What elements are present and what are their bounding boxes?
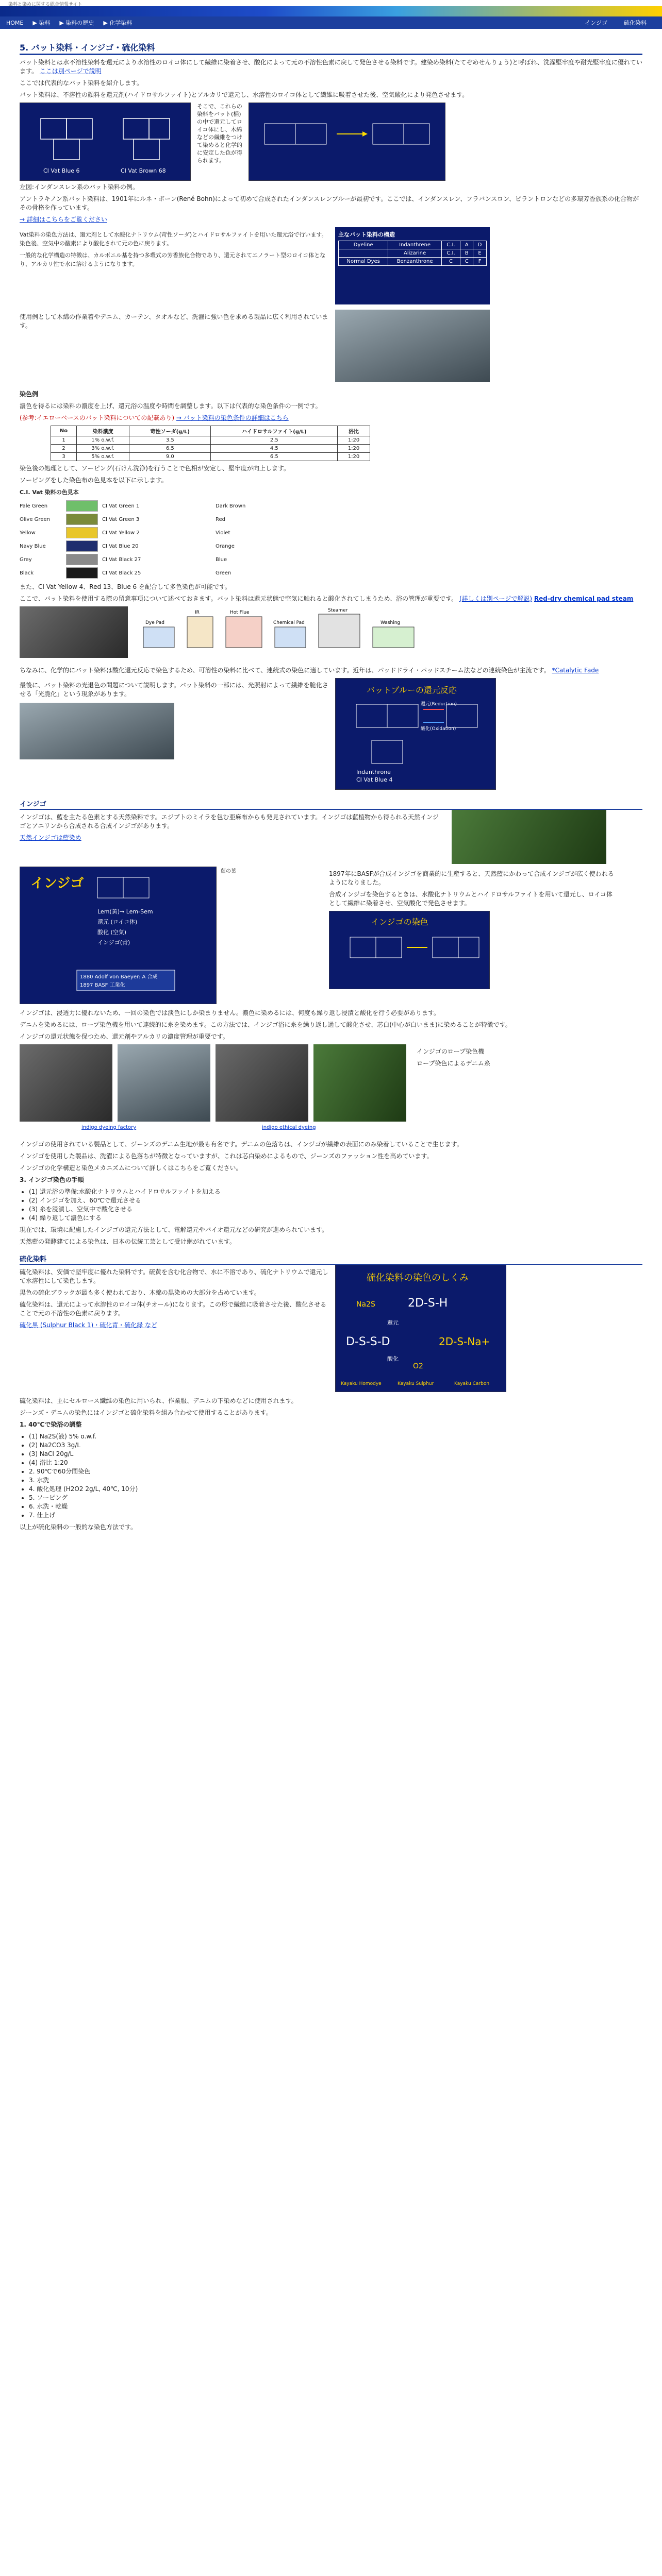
indigo-photo-captions bbox=[417, 1044, 613, 1071]
indigo-dyeing-svg bbox=[329, 911, 489, 989]
color-swatch bbox=[66, 514, 98, 525]
list-item: • (2) Na2CO3 3g/L bbox=[29, 1441, 642, 1450]
swatch-label: CI Vat Green 3 bbox=[102, 516, 140, 522]
vat-box-sub2: 酸化(Oxidation) bbox=[421, 726, 456, 732]
list-item: • 7. 仕上げ bbox=[29, 1511, 642, 1520]
color-swatch bbox=[66, 527, 98, 538]
sulfur-bottom-3: Kayaku Carbon bbox=[454, 1381, 490, 1386]
caption: ロープ染色によるデニム糸 bbox=[417, 1060, 490, 1067]
nav-history[interactable]: ▶ 染料の歴史 bbox=[59, 20, 94, 26]
section-title-sulfur: 硫化染料 bbox=[20, 1252, 642, 1265]
swatch-name: Navy Blue bbox=[20, 543, 46, 549]
swatch-list bbox=[20, 499, 484, 580]
process-photo bbox=[20, 606, 128, 658]
sulfur-box-title: 硫化染料の染色のしくみ bbox=[367, 1273, 469, 1283]
paragraph: 濃色を得るには染料の濃度を上げ、還元浴の温度や時間を調整します。以下は代表的な染色条件の一例です。 bbox=[20, 402, 322, 410]
paragraph: バット染料は、不溶性の顔料を還元剤(ハイドロサルファイト)とアルカリで還元し、水溶性のロイコ体として繊維に吸着させた後、空気酸化により発色させます。 bbox=[20, 91, 469, 98]
table-cell: 1:20 bbox=[338, 436, 370, 445]
swatch-name: Pale Green bbox=[20, 503, 48, 509]
swatch-row bbox=[20, 526, 484, 539]
table-cell: Dyeline bbox=[339, 241, 388, 249]
indigo-step-2: 還元 (ロイコ体) bbox=[97, 919, 138, 925]
paragraph: インジゴを使用した製品は、洗濯による色落ちが特徴となっていますが、これは芯白染めによるもので、ジーンズのファッション性を高めています。 bbox=[20, 1153, 433, 1160]
paragraph: 黒色の硫化ブラックが最も多く使われており、木綿の黒染めの大部分を占めています。 bbox=[20, 1289, 260, 1296]
indigo-diagram-row bbox=[20, 867, 642, 1006]
natural-indigo-link[interactable]: 天然インジゴは藍染め bbox=[20, 834, 81, 841]
table-cell: 1% o.w.f. bbox=[77, 436, 129, 445]
list-item: • (1) Na2S(液) 5% o.w.f. bbox=[29, 1432, 642, 1441]
table-row bbox=[339, 241, 487, 249]
swatch-row bbox=[20, 513, 484, 526]
color-swatch bbox=[66, 540, 98, 552]
list-item: • 6. 水洗・乾燥 bbox=[29, 1502, 642, 1511]
table-cell: C bbox=[460, 258, 473, 266]
table-cell: 1:20 bbox=[338, 453, 370, 461]
fabric-photo bbox=[20, 703, 174, 759]
swatch-name-right: Blue bbox=[216, 556, 227, 563]
dye-conditions-table bbox=[51, 426, 370, 461]
swatch-name-right: Red bbox=[216, 516, 225, 522]
vat-reaction-text bbox=[20, 678, 329, 759]
structure-row bbox=[20, 227, 642, 310]
indigo-diagram-title: インジゴ bbox=[30, 876, 84, 891]
paragraph: 現在では、環境に配慮したインジゴの還元方法として、電解還元やバイオ還元などの研究が進められています。 bbox=[20, 1226, 328, 1233]
process-label-hot-flue: Hot Flue bbox=[230, 610, 250, 615]
table-cell: Indanthrene bbox=[388, 241, 441, 249]
paragraph: Vat染料の染色方法は、還元剤として水酸化ナトリウム(苛性ソーダ)とハイドロサルファイトを用いた還元浴で行います。染色後、空気中の酸素により酸化されて元の色に戻ります。 bbox=[20, 231, 327, 247]
swatch-row bbox=[20, 499, 484, 513]
swatch-name: Grey bbox=[20, 556, 32, 563]
navbar bbox=[0, 16, 662, 29]
indigo-intro-text bbox=[20, 810, 442, 845]
paragraph: 最後に、バット染料の光退色の問題について説明します。バット染料の一部には、光照射によって繊維を脆化させる「光脆化」という現象があります。 bbox=[20, 682, 328, 698]
swatch-label: CI Vat Green 1 bbox=[102, 503, 140, 509]
list-item: • 4. 酸化処理 (H2O2 2g/L, 40℃, 10分) bbox=[29, 1485, 642, 1494]
vat-blue-formula-figure bbox=[20, 103, 191, 181]
structure-table-box bbox=[335, 227, 490, 304]
indigo-history-1: 1880 Adolf von Baeyer: A 合成 bbox=[80, 974, 158, 980]
swatch-name: Black bbox=[20, 570, 34, 576]
list-title: 3. インジゴ染色の手順 bbox=[20, 1176, 84, 1183]
indigo-dyeing-box bbox=[329, 911, 490, 989]
vat-blue-reduction-box bbox=[335, 678, 496, 790]
list-item: • (3) NaCl 20g/L bbox=[29, 1450, 642, 1459]
table-cell: 9.0 bbox=[129, 453, 211, 461]
swatch-row bbox=[20, 553, 484, 566]
swatch-name-right: Dark Brown bbox=[216, 503, 246, 509]
process-label-washing: Washing bbox=[380, 620, 401, 625]
process-label-dye-pad: Dye Pad bbox=[145, 620, 164, 625]
nav-home[interactable]: HOME bbox=[6, 19, 24, 26]
sulfur-list-title: 1. 40℃で染浴の調整 bbox=[20, 1421, 82, 1428]
intro-paragraph: バット染料とは水不溶性染料を還元により水溶性のロイコ体にして繊維に染着させ、酸化によって元の不溶性色素に戻して発色させる染料です。建染め染料(たてぞめせんりょう)と呼ばれ、洗濯堅牢度や耐光堅牢度に優れています。 ここは別ページで説明 bbox=[20, 59, 642, 75]
vat-box-label2: CI Vat Blue 4 bbox=[356, 776, 393, 783]
swatch-row bbox=[20, 539, 484, 553]
paragraph: 以上が硫化染料の一般的な染色方法です。 bbox=[20, 1523, 137, 1531]
dyeing-machine-photo bbox=[335, 310, 490, 382]
rope-dyeing-photo-3 bbox=[216, 1044, 308, 1122]
site-banner bbox=[0, 6, 662, 16]
details-link[interactable]: → 詳細はこちらをご覧ください bbox=[20, 216, 107, 223]
table-header: No bbox=[51, 426, 77, 436]
paragraph: 一般的な化学構造の特徴は、カルボニル基を持つ多環式の芳香族化合物であり、還元されてエノラート型のロイコ体となり、アルカリ性で水に溶けるようになります。 bbox=[20, 252, 326, 267]
sulfur-label-dsna: 2D-S-Na+ bbox=[439, 1335, 490, 1348]
table-cell: 4.5 bbox=[211, 445, 338, 453]
side-text: そこで、これらの染料をバット(桶)の中で還元してロイコ体にし、木綿などの繊維をつけて染めると化学的に安定した色が得られます。 bbox=[197, 103, 242, 164]
table-cell: C.I. bbox=[441, 249, 460, 258]
table-cell: C bbox=[441, 258, 460, 266]
sulfur-svg bbox=[336, 1265, 506, 1392]
table-cell bbox=[339, 249, 388, 258]
swatch-title: C.I. Vat 染料の色見本 bbox=[20, 489, 79, 496]
ethical-link[interactable]: indigo ethical dyeing bbox=[262, 1125, 316, 1130]
table-cell: Alizarine bbox=[388, 249, 441, 258]
sulfur-row bbox=[20, 1265, 642, 1394]
table-header: 苛性ソーダ(g/L) bbox=[129, 426, 211, 436]
paragraph: インジゴは、藍を主たる色素とする天然染料です。エジプトのミイラを包む亜麻布からも発見されています。インジゴは藍植物から得られる天然インジゴとアニリンから合成される合成インジゴがあります。 bbox=[20, 814, 439, 829]
table-cell: 2.5 bbox=[211, 436, 338, 445]
intro-link[interactable]: ここは別ページで説明 bbox=[39, 67, 102, 75]
paragraph: ここでは代表的なバット染料を紹介します。 bbox=[20, 79, 143, 87]
sulfur-box bbox=[335, 1265, 506, 1392]
table-cell: 1 bbox=[51, 436, 77, 445]
color-swatch bbox=[66, 567, 98, 579]
indigo-step-4: インジゴ(青) bbox=[97, 939, 130, 946]
indigo-diagram-svg bbox=[20, 867, 216, 1004]
swatch-name-right: Green bbox=[216, 570, 231, 576]
indigo-intro-row bbox=[20, 810, 642, 867]
rope-dyeing-photo-1 bbox=[20, 1044, 112, 1122]
table-row bbox=[51, 453, 370, 461]
paragraph: インジゴの使用されている製品として、ジーンズのデニム生地が最も有名です。デニムの色落ちは、インジゴが繊維の表面にのみ染着していることで生じます。 bbox=[20, 1141, 463, 1148]
table-cell: F bbox=[473, 258, 487, 266]
conditions-link[interactable]: → バット染料の染色条件の詳細はこちら bbox=[176, 414, 289, 421]
indigo-text-right bbox=[329, 867, 618, 989]
vat-reduction-svg bbox=[336, 679, 495, 789]
indigo-step-3: 酸化 (空気) bbox=[97, 929, 127, 936]
reaction-svg bbox=[249, 103, 445, 180]
indigo-diagram bbox=[20, 867, 217, 1004]
top-strip bbox=[0, 0, 662, 6]
table-header: 浴比 bbox=[338, 426, 370, 436]
sulfur-label-na2s: Na2S bbox=[356, 1300, 375, 1309]
nav-dyes[interactable]: ▶ 染料 bbox=[32, 20, 51, 26]
color-swatch bbox=[66, 500, 98, 512]
paragraph: 染色後の処理として、ソーピング(石けん洗浄)を行うことで色相が安定し、堅牢度が向上します。 bbox=[20, 465, 290, 472]
table-cell: 3% o.w.f. bbox=[77, 445, 129, 453]
fig-label-1: CI Vat Blue 6 bbox=[43, 167, 80, 174]
sulfur-bottom-1: Kayaku Homodye bbox=[341, 1381, 382, 1386]
fig-label-2: CI Vat Brown 68 bbox=[121, 167, 166, 174]
table-cell: 3.5 bbox=[129, 436, 211, 445]
table-cell: 3 bbox=[51, 453, 77, 461]
process-diagram bbox=[20, 606, 642, 663]
vat-box-title: バットブルーの還元反応 bbox=[367, 685, 457, 695]
process-flow-svg bbox=[138, 606, 427, 658]
table-header: ハイドロサルファイト(g/L) bbox=[211, 426, 338, 436]
table-row bbox=[339, 258, 487, 266]
rope-dyeing-photo-4 bbox=[313, 1044, 406, 1122]
paragraph: ソーピングをした染色布の色見本を以下に示します。 bbox=[20, 477, 168, 484]
indigo-box-title: インジゴの染色 bbox=[371, 917, 428, 927]
photo-row-text bbox=[20, 310, 329, 333]
indigo-photo-row bbox=[20, 1044, 642, 1137]
list-item: • (3) 糸を浸漬し、空気中で酸化させる bbox=[29, 1205, 642, 1214]
paragraph: また、CI Vat Yellow 4、Red 13、Blue 6 を配合して多色染色が可能です。 bbox=[20, 583, 231, 590]
catalytic-link[interactable]: *Catalytic Fade bbox=[552, 667, 599, 674]
paragraph: インジゴは、浸透力に優れないため、一回の染色では淡色にしか染まりません。濃色に染めるには、何度も繰り返し浸漬と酸化を行う必要があります。 bbox=[20, 1009, 440, 1016]
factory-link[interactable]: indigo dyeing factory bbox=[81, 1125, 137, 1130]
table-cell: E bbox=[473, 249, 487, 258]
indigo-history-2: 1897 BASF 工業化 bbox=[80, 982, 125, 988]
vat-figure-row bbox=[20, 103, 642, 180]
table-cell: 1:20 bbox=[338, 445, 370, 453]
vat-reaction-figure bbox=[249, 103, 445, 181]
process-label-chemical-pad: Chemical Pad bbox=[273, 620, 305, 625]
table-cell: Benzanthrone bbox=[388, 258, 441, 266]
list-item: • 5. ソーピング bbox=[29, 1494, 642, 1502]
figure-note: 左図:インダンスレン系のバット染料の例。 bbox=[20, 183, 139, 191]
sulfur-label-o2: O2 bbox=[413, 1362, 423, 1370]
sulfur-label-dsh: 2D-S-H bbox=[408, 1297, 448, 1310]
caption: インジゴのロープ染色機 bbox=[417, 1048, 485, 1055]
list-item: • (2) インジゴを加え、60℃で還元させる bbox=[29, 1196, 642, 1205]
subheading: 染色例 bbox=[20, 391, 39, 398]
swatch-name: Olive Green bbox=[20, 516, 50, 522]
list-item: • 2. 90℃で60分間染色 bbox=[29, 1467, 642, 1476]
table-cell: A bbox=[460, 241, 473, 249]
red-note: (参考:イエローベースのバット染料についての記載あり) bbox=[20, 414, 175, 421]
vat-box-label: Indanthrone bbox=[356, 769, 391, 775]
sulfur-link[interactable]: 硫化黒 (Sulphur Black 1)・硫化青・硫化緑 など bbox=[20, 1321, 158, 1329]
nav-indigo[interactable]: インジゴ bbox=[585, 20, 607, 26]
sulfur-text bbox=[20, 1265, 329, 1333]
paragraph: アントラキノン系バット染料は、1901年にルネ・ボーン(René Bohn)によって初めて合成されたインダンスレンブルーが最初です。ここでは、インダンスレン、フラバンスロン、ピラントロンなどの多環芳香族系の化合物がその骨格を作っています。 bbox=[20, 195, 639, 211]
paragraph: 硫化染料は、安価で堅牢度に優れた染料です。硫黄を含む化合物で、水に不溶であり、硫化ナトリウムで還元して水溶性にして染色します。 bbox=[20, 1268, 328, 1284]
list-item: • (4) 浴比 1:20 bbox=[29, 1459, 642, 1467]
table-cell: Normal Dyes bbox=[339, 258, 388, 266]
swatch-label: CI Vat Yellow 2 bbox=[102, 530, 140, 536]
table-cell: 5% o.w.f. bbox=[77, 453, 129, 461]
paragraph: 硫化染料は、主にセルロース繊維の染色に用いられ、作業服、デニムの下染めなどに使用されます。 bbox=[20, 1397, 297, 1404]
paragraph: ここで、バット染料を使用する際の留意事項について述べておきます。バット染料は還元状態で空気に触れると酸化されてしまうため、浴の管理が重要です。 (詳しくは別ページで解説) Red-dry chemical pad steam bbox=[20, 595, 634, 602]
nav-sulfur[interactable]: 硫化染料 bbox=[624, 20, 647, 26]
swatch-row bbox=[20, 566, 484, 580]
vat-reaction-row bbox=[20, 678, 642, 791]
paragraph: 硫化染料は、還元によって水溶性のロイコ体(チオール)になります。この形で繊維に吸着させた後、酸化させることで元の不溶性の色素に戻ります。 bbox=[20, 1301, 327, 1317]
section-title-indigo: インジゴ bbox=[20, 798, 642, 810]
formula-svg bbox=[20, 103, 190, 180]
sulfur-label-reduce: 還元 bbox=[387, 1319, 399, 1326]
top-link[interactable]: 染料と染めに関する総合情報サイト bbox=[8, 2, 82, 7]
swatch-name: Yellow bbox=[20, 530, 36, 536]
table-cell: B bbox=[460, 249, 473, 258]
table-cell: D bbox=[473, 241, 487, 249]
table-row bbox=[51, 436, 370, 445]
page-body bbox=[20, 29, 642, 1532]
caution-link[interactable]: (詳しくは別ページで解説) bbox=[459, 595, 533, 602]
paragraph: 合成インジゴを染色するときは、水酸化ナトリウムとハイドロサルファイトを用いて還元し、ロイコ体として繊維に染着させ、空気酸化で発色させます。 bbox=[329, 891, 613, 907]
paragraph: ちなみに、化学的にバット染料は酸化還元反応で染色するため、可溶性の染料に比べて、連続式の染色に適しています。近年は、パッドドライ・パッドスチーム法などの連続染色が主流です。 *Catalytic Fade bbox=[20, 667, 599, 674]
table-cell: 6.5 bbox=[129, 445, 211, 453]
table-cell: C.I. bbox=[441, 241, 460, 249]
swatch-name-right: Orange bbox=[216, 543, 235, 549]
table-cell: 6.5 bbox=[211, 453, 338, 461]
list-item: • 3. 水洗 bbox=[29, 1476, 642, 1485]
indigo-steps-list bbox=[20, 1188, 642, 1223]
indigo-step-1: Lem(黄)→ Lem-Sem bbox=[97, 908, 153, 915]
paragraph: インジゴの還元状態を保つため、還元剤やアルカリの濃度管理が重要です。 bbox=[20, 1033, 229, 1040]
table-cell: 2 bbox=[51, 445, 77, 453]
list-item: • (1) 還元浴の準備:水酸化ナトリウムとハイドロサルファイトを加える bbox=[29, 1188, 642, 1196]
process-label-ir: IR bbox=[195, 610, 200, 615]
indigo-photo-caption: 藍の葉 bbox=[221, 869, 236, 874]
table-header: 染料濃度 bbox=[77, 426, 129, 436]
paragraph: 使用例として木綿の作業着やデニム、カーテン、タオルなど、洗濯に強い色を求める製品に広く利用されています。 bbox=[20, 313, 328, 329]
paragraph: デニムを染めるには、ロープ染色機を用いて連続的に糸を染めます。この方法では、インジゴ浴に糸を繰り返し通して酸化させ、芯白(中心が白いまま)に染めることが特徴です。 bbox=[20, 1021, 511, 1028]
paragraph: 1897年にBASFが合成インジゴを商業的に生産すると、天然藍にかわって合成インジゴが広く使われるようになりました。 bbox=[329, 870, 614, 886]
swatch-label: CI Vat Blue 20 bbox=[102, 543, 139, 549]
sulfur-steps-list bbox=[20, 1432, 642, 1520]
structure-table bbox=[338, 241, 487, 266]
color-swatch bbox=[66, 554, 98, 565]
list-item: • (4) 繰り返して濃色にする bbox=[29, 1214, 642, 1223]
paragraph: インジゴの化学構造と染色メカニズムについて詳しくはこちらをご覧ください。 bbox=[20, 1164, 242, 1172]
sulfur-label-dssd: D-S-S-D bbox=[346, 1335, 390, 1348]
swatch-label: CI Vat Black 27 bbox=[102, 556, 141, 563]
sulfur-bottom-2: Kayaku Sulphur bbox=[398, 1381, 434, 1386]
paragraph: ジーンズ・デニムの染色にはインジゴと硫化染料を組み合わせて使用することがあります。 bbox=[20, 1409, 272, 1416]
rope-dyeing-photo-2 bbox=[118, 1044, 210, 1122]
nav-chemical[interactable]: ▶ 化学染料 bbox=[103, 20, 133, 26]
table-row bbox=[51, 445, 370, 453]
swatch-label: CI Vat Black 25 bbox=[102, 570, 141, 576]
section-title-vat: 5. バット染料・インジゴ・硫化染料 bbox=[20, 40, 642, 55]
indigo-plant-photo bbox=[452, 810, 606, 864]
swatch-name-right: Violet bbox=[216, 530, 230, 536]
pad-steam-link[interactable]: Red-dry chemical pad steam bbox=[534, 595, 634, 602]
process-label-steamer: Steamer bbox=[328, 608, 348, 613]
table-row bbox=[339, 249, 487, 258]
structure-text bbox=[20, 227, 329, 272]
vat-box-sub1: 還元(Reduction) bbox=[421, 702, 457, 707]
structure-table-title: 主なバット染料の構造 bbox=[338, 231, 395, 238]
paragraph: 天然藍の発酵建てによる染色は、日本の伝統工芸として受け継がれています。 bbox=[20, 1238, 236, 1245]
sulfur-label-oxidize: 酸化 bbox=[387, 1355, 399, 1362]
photo-row-1 bbox=[20, 310, 642, 387]
